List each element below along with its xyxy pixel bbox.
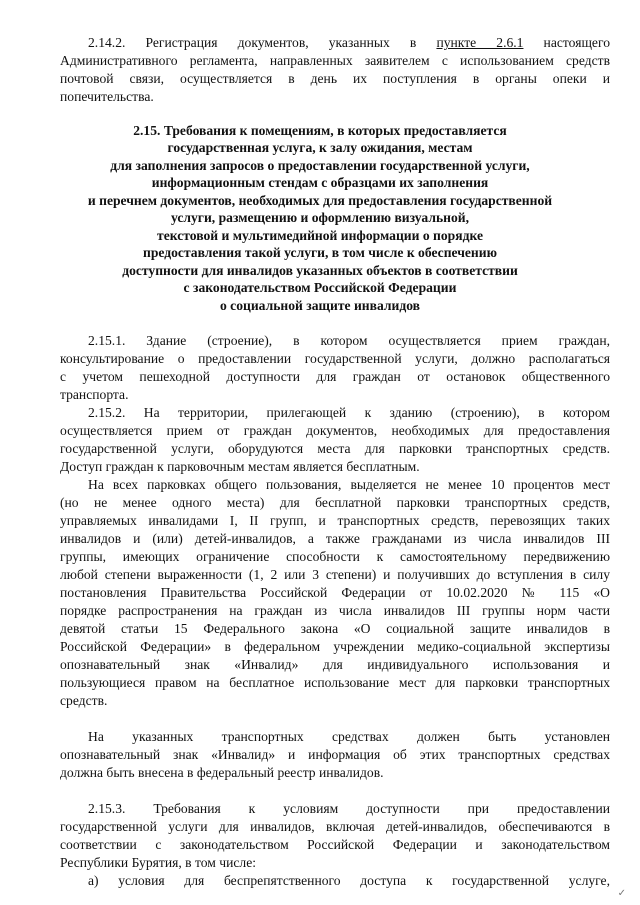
parking-paragraph-line: группы, имеющих ограничение способности к самостоятельному передвижению: [60, 549, 610, 564]
corner-checkmark-icon: ✓: [617, 888, 626, 899]
parking-paragraph-line: любой степени выраженности (1, 2 или 3 степени) и получивших до вступления в силу: [60, 567, 610, 582]
paragraph-2-15-3-line: государственной услуги для инвалидов, включая детей-инвалидов, обеспечиваются в: [60, 819, 610, 834]
parking-paragraph-line: пользующиеся правом на бесплатное использование мест для парковки транспортных: [60, 675, 610, 690]
link-punkt-2-6-1[interactable]: пункте 2.6.1: [436, 35, 524, 50]
parking-paragraph-line: управляемых инвалидами I, II групп, и транспортных средств, перевозящих таких: [60, 513, 610, 528]
paragraph-2-15-2-line: 2.15.2. На территории, прилегающей к зданию (строению), в котором: [88, 405, 610, 420]
paragraph-2-15-2-line: Доступ граждан к парковочным местам является бесплатным.: [60, 459, 420, 474]
section-heading-line: для заполнения запросов о предоставлении государственной услуги,: [110, 158, 530, 173]
parking-paragraph-line: порядке распространения на граждан из числа инвалидов III группы норм части: [60, 603, 610, 618]
section-heading-line: текстовой и мультимедийной информации о порядке: [157, 228, 483, 243]
paragraph-2-14-2-line-2: Административного регламента, направленных заявителем с использованием средств: [60, 53, 610, 68]
paragraph-2-14-2-line-4: попечительства.: [60, 89, 154, 104]
section-heading-line: с законодательством Российской Федерации: [183, 280, 457, 295]
parking-paragraph-line: инвалидов и (или) детей-инвалидов, а также гражданами из числа инвалидов III: [60, 531, 610, 546]
section-heading-line: доступности для инвалидов указанных объектов в соответствии: [122, 263, 518, 278]
section-heading-line: 2.15. Требования к помещениям, в которых предоставляется: [133, 123, 507, 138]
paragraph-2-15-2-line: осуществляется прием от граждан документов, необходимых для предоставления: [60, 423, 610, 438]
paragraph-2-15-2-line: государственной услуги, оборудуются места для парковки транспортных средств.: [60, 441, 610, 456]
sign-paragraph-line: опознавательный знак «Инвалид» и информация об этих транспортных средствах: [60, 747, 610, 762]
paragraph-2-15-3-line: а) условия для беспрепятственного доступа к государственной услуге,: [88, 873, 610, 888]
section-heading-line: предоставления такой услуги, в том числе к обеспечению: [143, 245, 497, 260]
sign-paragraph-line: должна быть внесена в федеральный реестр инвалидов.: [60, 765, 384, 780]
paragraph-2-15-3-line: 2.15.3. Требования к условиям доступности при предоставлении: [88, 801, 610, 816]
section-heading-line: информационным стендам с образцами их заполнения: [151, 175, 489, 190]
parking-paragraph-line: средств.: [60, 693, 108, 708]
paragraph-2-15-3-line: Республики Бурятия, в том числе:: [60, 855, 257, 870]
section-heading-line: и перечнем документов, необходимых для предоставления государственной: [87, 193, 553, 208]
paragraph-2-15-1-line: транспорта.: [60, 387, 129, 402]
paragraph-2-14-2-line-3: почтовой связи, осуществляется в день их поступления в органы опеки и: [60, 71, 610, 86]
paragraph-2-15-1-line: с учетом пешеходной доступности для граждан от остановок общественного: [60, 369, 610, 384]
paragraph-2-15-1-line: консультирование о предоставлении государственной услуги, должно располагаться: [60, 351, 610, 366]
paragraph-2-15-1-line: 2.15.1. Здание (строение), в котором осуществляется прием граждан,: [88, 333, 610, 348]
parking-paragraph-line: опознавательный знак «Инвалид» для индивидуального использования и: [60, 657, 610, 672]
parking-paragraph-line: постановления Правительства Российской Федерации от 10.02.2020 № 115 «О: [60, 585, 610, 600]
parking-paragraph-line: девятой статьи 15 Федерального закона «О социальной защите инвалидов в: [60, 621, 610, 636]
paragraph-2-15-3-line: соответствии с законодательством Российской Федерации и законодательством: [60, 837, 610, 852]
parking-paragraph-line: (но не менее одного места) для бесплатной парковки транспортных средств,: [60, 495, 610, 510]
section-heading-line: услуги, размещению и оформлению визуальной,: [170, 210, 470, 225]
parking-paragraph-line: Российской Федерации» в федеральном учреждении медико-социальной экспертизы: [60, 639, 610, 654]
sign-paragraph-line: На указанных транспортных средствах должен быть установлен: [88, 729, 610, 744]
paragraph-2-14-2-line-1: 2.14.2. Регистрация документов, указанных в пункте 2.6.1 настоящего: [88, 35, 610, 50]
section-heading-line: о социальной защите инвалидов: [219, 298, 421, 313]
parking-paragraph-line: На всех парковках общего пользования, выделяется не менее 10 процентов мест: [88, 477, 610, 492]
section-heading-line: государственная услуга, к залу ожидания, местам: [167, 140, 473, 155]
